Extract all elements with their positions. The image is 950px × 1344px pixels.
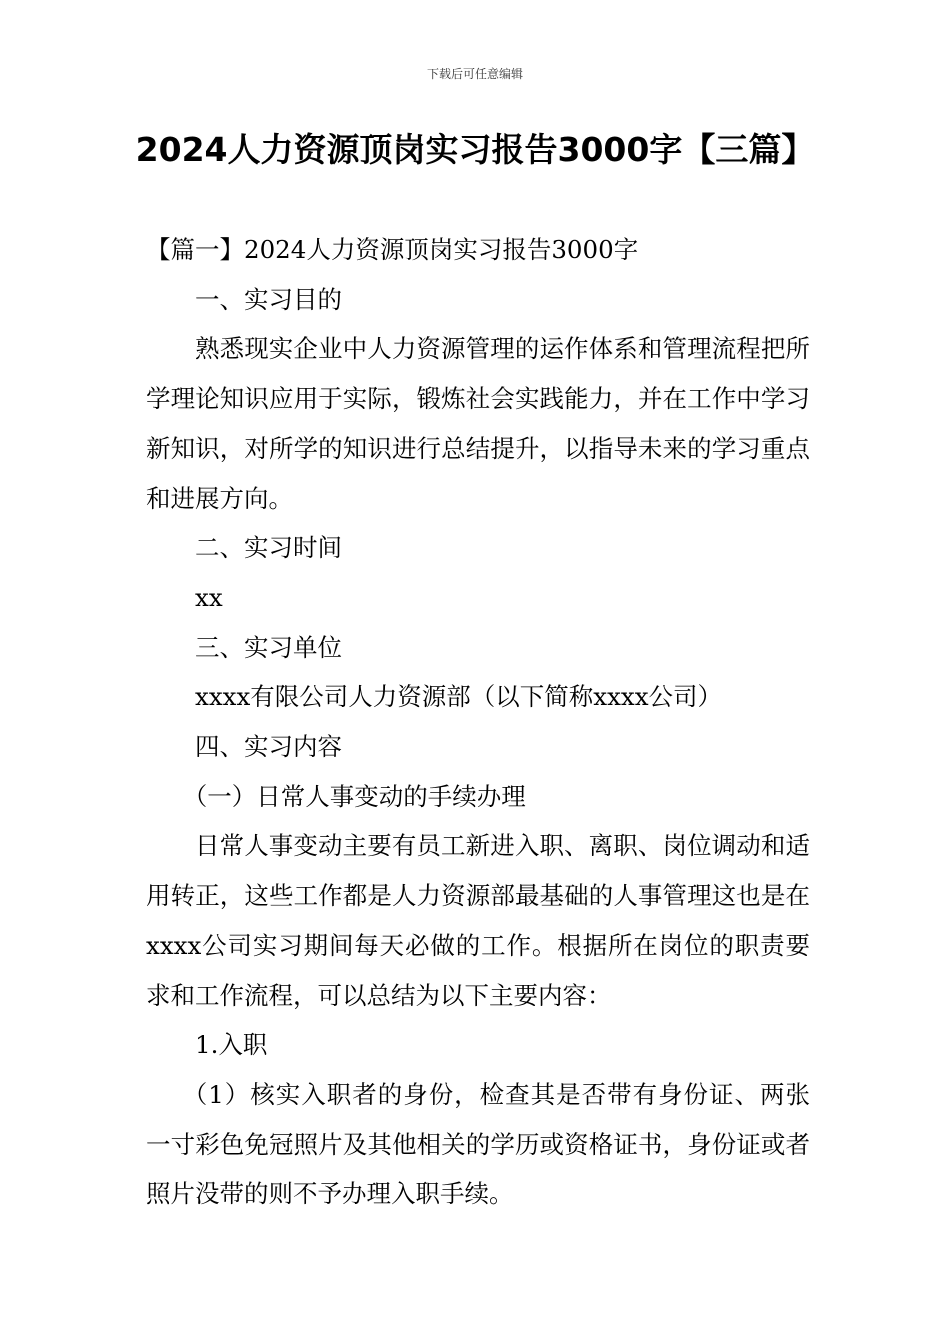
document-body [146, 225, 810, 1219]
heading-onboarding: 1.入职 [195, 1030, 268, 1060]
subheading-daily-procedures: （一）日常人事变动的手续办理 [182, 781, 526, 811]
document-title: 2024人力资源顶岗实习报告3000字【三篇】 [135, 130, 815, 169]
paragraph-unit: xxxx有限公司人力资源部（以下简称xxxx公司） [195, 682, 723, 712]
paragraph-onboarding-1: （1）核实入职者的身份，检查其是否带有身份证、两张一寸彩色免冠照片及其他相关的学历或资格证书，身份证或者照片没带的则不予办理入职手续。 [146, 1079, 810, 1209]
header-note: 下载后可任意编辑 [426, 67, 523, 81]
heading-internship-purpose: 一、实习目的 [195, 284, 342, 314]
paragraph-daily-procedures: 日常人事变动主要有员工新进入职、离职、岗位调动和适用转正，这些工作都是人力资源部最基础的人事管理这也是在xxxx公司实习期间每天必做的工作。根据所在岗位的职责要求和工作流程，可以总结为以下主要内容： [146, 831, 810, 1010]
heading-internship-time: 二、实习时间 [195, 533, 342, 563]
heading-internship-content: 四、实习内容 [195, 732, 342, 762]
paragraph-purpose: 熟悉现实企业中人力资源管理的运作体系和管理流程把所学理论知识应用于实际，锻炼社会实践能力，并在工作中学习新知识，对所学的知识进行总结提升，以指导未来的学习重点和进展方向。 [146, 334, 810, 513]
section-heading: 【篇一】2024人力资源顶岗实习报告3000字 [146, 235, 639, 264]
paragraph-time: xx [195, 582, 223, 612]
heading-internship-unit: 三、实习单位 [195, 632, 342, 662]
